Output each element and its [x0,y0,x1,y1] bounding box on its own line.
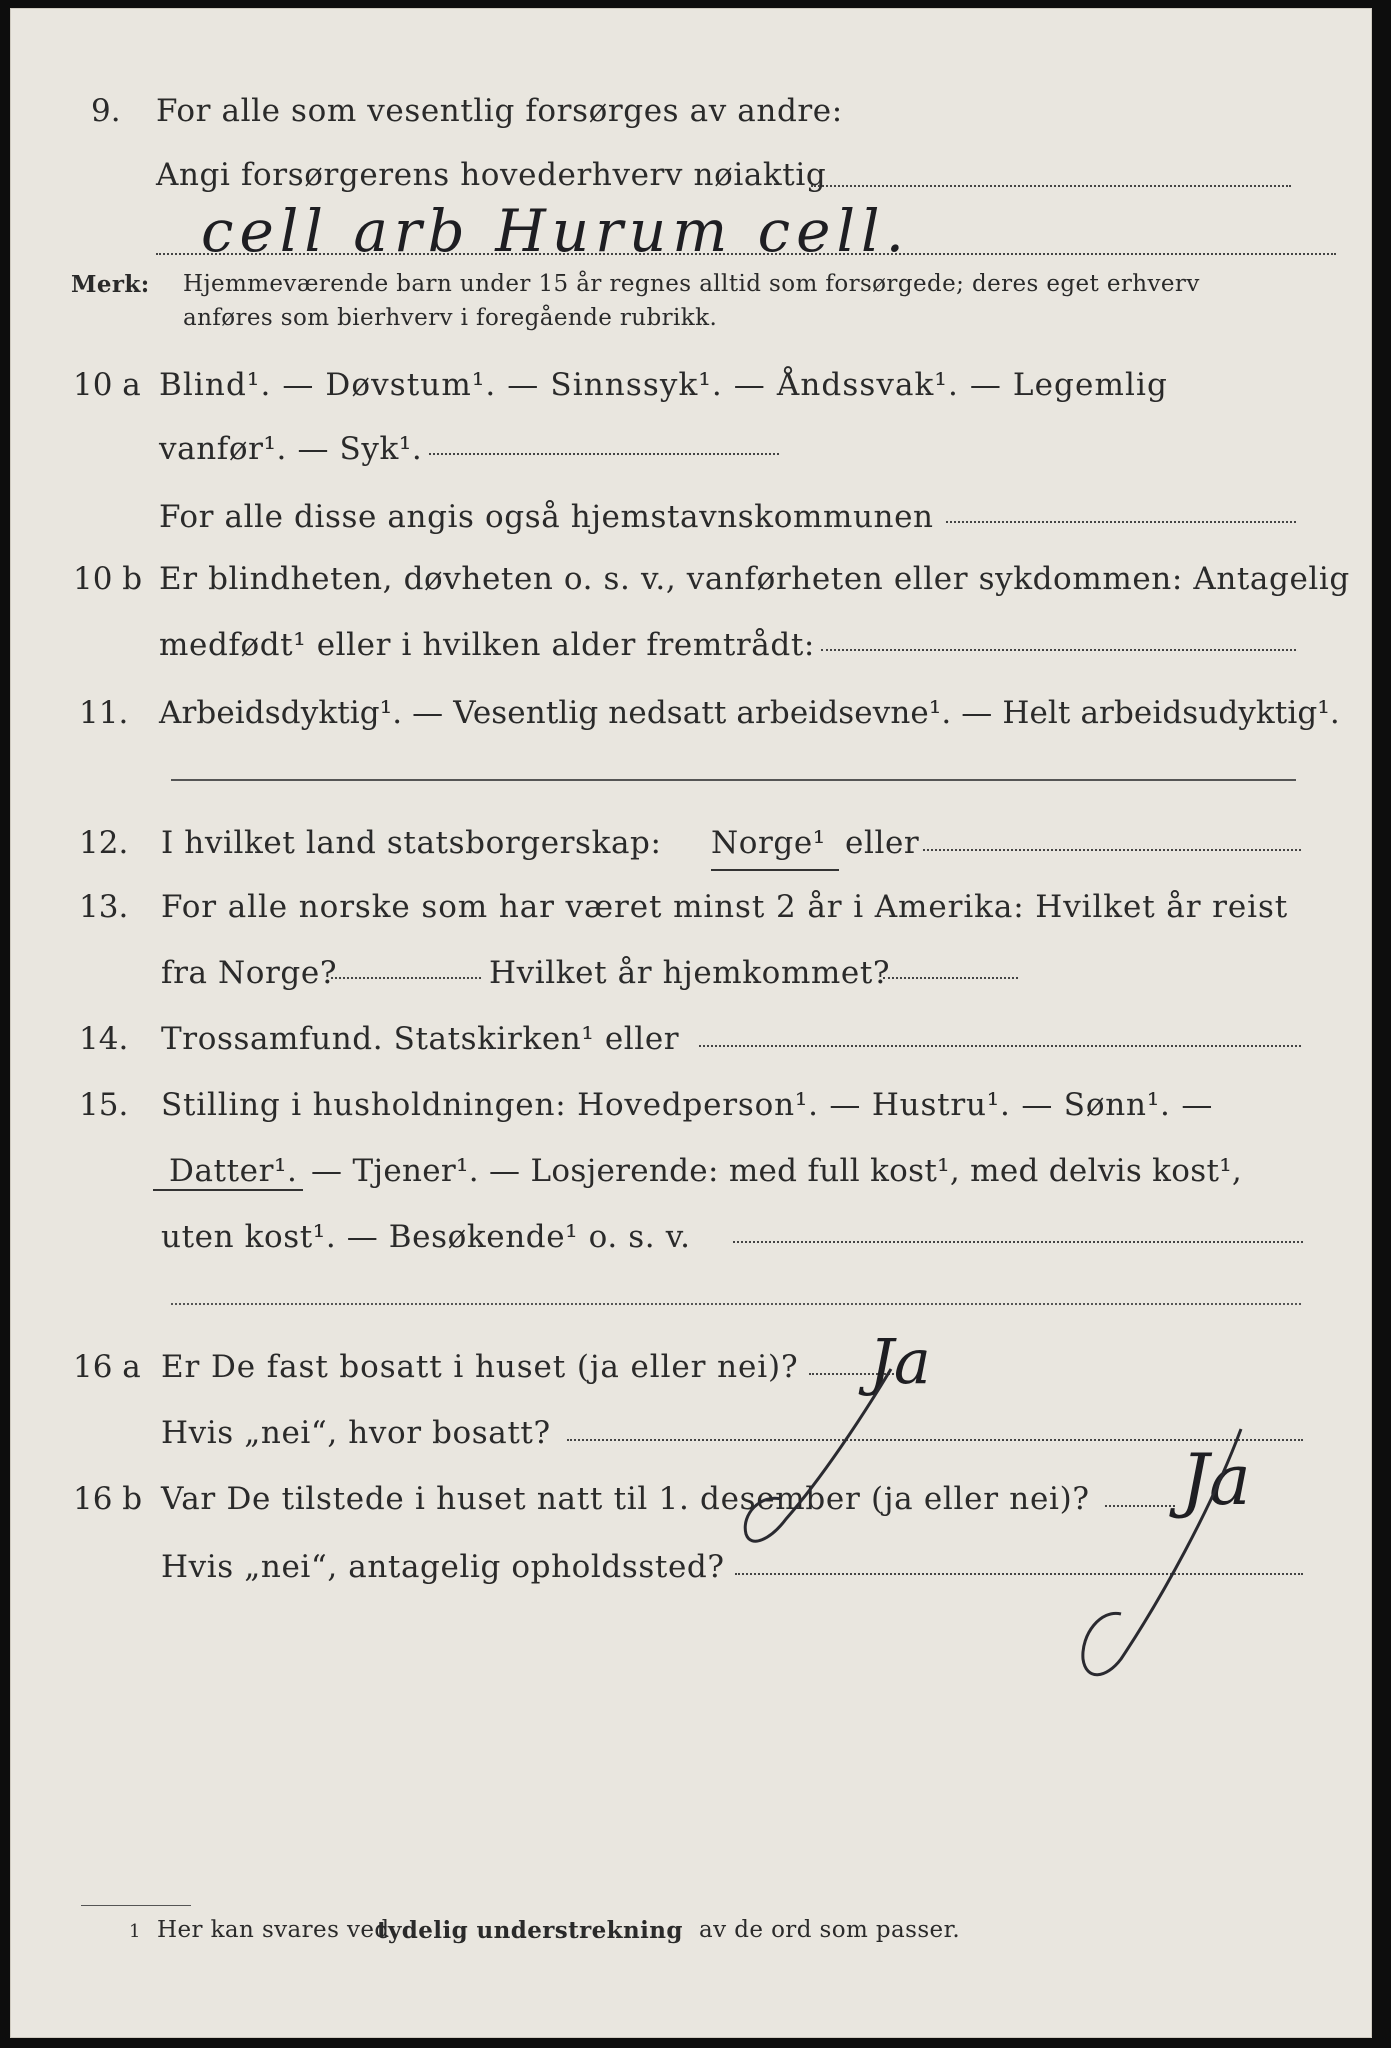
q15-dotted-line [733,1241,1303,1243]
q16a-line2: Hvis „nei“, hvor bosatt? [161,1415,551,1451]
q9-prompt: Angi forsørgerens hovederhverv nøiaktig [156,157,827,193]
q15-number: 15. [79,1087,129,1123]
q10b-number: 10 b [73,561,143,597]
q12-suffix: eller [845,825,920,861]
merk-line1: Hjemmeværende barn under 15 år regnes alltid som forsørgede; deres eget erhverv [183,271,1200,297]
q15-line3: uten kost¹. — Besøkende¹ o. s. v. [161,1219,691,1255]
q10b-line1: Er blindheten, døvheten o. s. v., vanførheten eller sykdommen: Antagelig [159,561,1350,597]
q9-number: 9. [91,93,121,129]
q16a-handwritten-answer: Ja [869,1325,931,1398]
q15-line2: — Tjener¹. — Losjerende: med full kost¹, med delvis kost¹, [311,1153,1243,1189]
q16a-line1: Er De fast bosatt i huset (ja eller nei)? [161,1349,799,1385]
merk-label: Merk: [71,271,150,298]
q15-option-datter: Datter¹. [169,1153,298,1189]
q12-option-norge: Norge¹ [711,825,826,861]
handwritten-ja-strokes [691,1309,1251,1689]
q9-dotted-line [811,185,1291,187]
q14-number: 14. [79,1021,129,1057]
q10a-syk-dotted-line [429,453,779,455]
q15-answer-line [171,1303,1301,1305]
q13-reist-dotted-line [331,977,481,979]
q15-line1: Stilling i husholdningen: Hovedperson¹. — Hustru¹. — Sønn¹. — [161,1087,1214,1123]
footnote-text-end: av de ord som passer. [699,1917,961,1943]
q13-reist: fra Norge? [161,955,338,991]
q14-dotted-line [699,1045,1301,1047]
q9-answer-line [156,253,1336,255]
q11-answer-line [171,779,1296,781]
q12-dotted-line [923,849,1301,851]
q16b-line1: Var De tilstede i huset natt til 1. desember (ja eller nei)? [161,1481,1090,1517]
q13-hjemkommet-dotted-line [883,977,1018,979]
q12-prefix: I hvilket land statsborgerskap: [161,825,662,861]
q16b-line2: Hvis „nei“, antagelig opholdssted? [161,1549,725,1585]
footnote-rule [81,1905,191,1906]
q16b-number: 16 b [73,1481,143,1517]
q16a-number: 16 a [73,1349,141,1385]
q10b-dotted-line [821,649,1296,651]
q9-handwritten-answer: cell arb Hurum cell. [201,197,911,265]
q11-number: 11. [79,695,129,731]
q10a-line1: Blind¹. — Døvstum¹. — Sinnssyk¹. — Åndssvak¹. — Legemlig [159,367,1168,403]
q13-line1: For alle norske som har været minst 2 år i Amerika: Hvilket år reist [161,889,1289,925]
q10a-line3: For alle disse angis også hjemstavnskommunen [159,499,934,535]
census-form-page [10,8,1372,2038]
footnote-mark: 1 [129,1921,141,1942]
q13-number: 13. [79,889,129,925]
q10a-hjemstavn-dotted-line [946,521,1296,523]
q9-text: For alle som vesentlig forsørges av andre: [156,93,843,129]
q12-norge-underline [711,869,839,871]
q10a-number: 10 a [73,367,141,403]
q10a-line2: vanfør¹. — Syk¹. [159,431,423,467]
q12-number: 12. [79,825,129,861]
footnote-text-emphasis: tydelig understrekning [377,1917,683,1944]
merk-line2: anføres som bierhverv i foregående rubrikk. [183,305,718,331]
q11-line1: Arbeidsdyktig¹. — Vesentlig nedsatt arbeidsevne¹. — Helt arbeidsudyktig¹. [159,695,1340,731]
footnote-text-start: Her kan svares ved [157,1917,390,1943]
q10b-line2: medfødt¹ eller i hvilken alder fremtrådt: [159,627,815,663]
q16b-handwritten-answer: Ja [1181,1439,1251,1521]
q13-hjemkommet: Hvilket år hjemkommet? [489,955,891,991]
q14-line1: Trossamfund. Statskirken¹ eller [161,1021,680,1057]
q15-datter-underline [153,1189,303,1191]
